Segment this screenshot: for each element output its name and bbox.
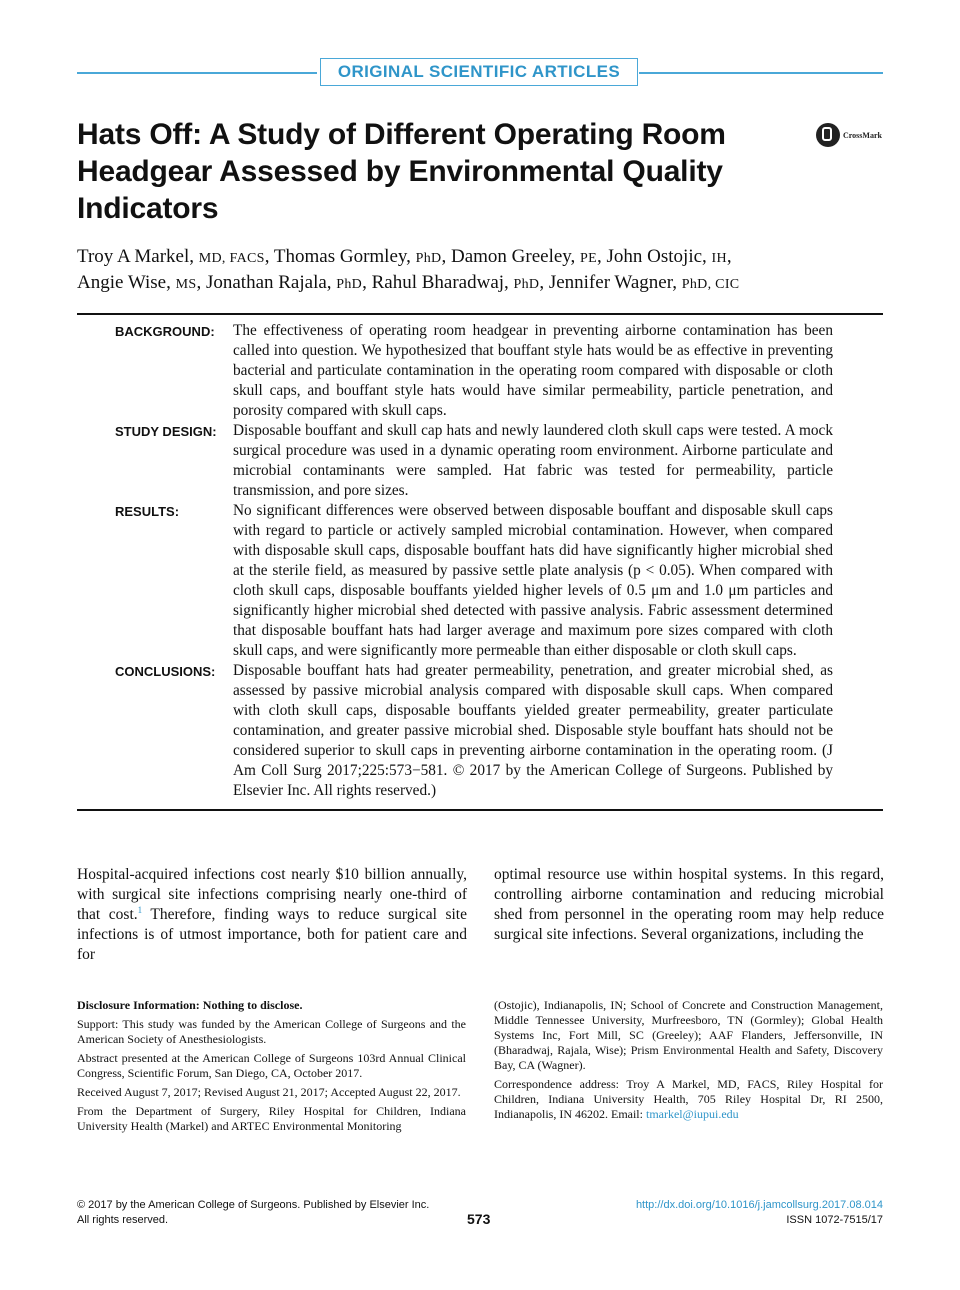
section-label: ORIGINAL SCIENTIFIC ARTICLES: [320, 58, 638, 86]
author-degree: PE: [580, 251, 597, 266]
crossmark-icon: [816, 123, 840, 147]
header-rule-left: [77, 72, 317, 74]
body-column-left: [77, 865, 467, 965]
article-title: Hats Off: A Study of Different Operating Room Headgear Assessed by Environmental Quality Indicators: [77, 118, 726, 225]
author-degree: IH: [711, 251, 727, 266]
author-name: Jonathan Rajala: [205, 272, 327, 293]
author-name: Thomas Gormley: [273, 246, 407, 267]
author-name: Damon Greeley: [450, 246, 571, 267]
abstract-label: RESULTS:: [115, 504, 180, 519]
abstract-section: [77, 321, 883, 421]
abstract-label: STUDY DESIGN:: [115, 424, 217, 439]
author-name: Jennifer Wagner: [548, 272, 673, 293]
author-name: Angie Wise: [77, 272, 167, 293]
body-text: Hospital-acquired infections cost nearly $10 billion annually, with surgical site infections comprising nearly one-third of that cost.: [77, 866, 467, 923]
author-degree: MD, FACS: [198, 251, 265, 266]
author: Jennifer Wagner, PhD, CIC: [548, 272, 740, 293]
page-footer: [77, 1198, 883, 1238]
abstract-label: CONCLUSIONS:: [115, 664, 216, 679]
author-degree: MS: [175, 277, 197, 292]
author-degree: PhD: [513, 277, 540, 292]
support-note: Support: This study was funded by the American College of Surgeons and the American Society of Anesthesiologists.: [77, 1017, 466, 1046]
abstract-section: [77, 661, 883, 801]
author-name: Rahul Bharadwaj: [371, 272, 505, 293]
presentation-note: Abstract presented at the American College of Surgeons 103rd Annual Clinical Congress, Scientific Forum, San Diego, CA, October 2017.: [77, 1051, 466, 1080]
author-degree: PhD: [415, 251, 442, 266]
abstract: [77, 313, 883, 811]
author-degree: PhD, CIC: [681, 277, 740, 292]
author: Troy A Markel, MD, FACS,: [77, 246, 274, 267]
page-number: 573: [467, 1211, 491, 1227]
header-rule-right: [639, 72, 883, 74]
issn: ISSN 1072-7515/17: [786, 1214, 883, 1226]
email-link[interactable]: tmarkel@iupui.edu: [645, 1107, 739, 1121]
doi-link[interactable]: http://dx.doi.org/10.1016/j.jamcollsurg.2017.08.014: [635, 1199, 883, 1211]
dates-note: Received August 7, 2017; Revised August 21, 2017; Accepted August 22, 2017.: [77, 1085, 461, 1099]
affiliation-note-cont: (Ostojic), Indianapolis, IN; School of Concrete and Construction Management, Middle Tennessee University, Murfreesboro, TN (Gormley); Global Health Systems Inc, Fort Mill, SC (Greeley); AAF Flanders, Jeffersonville, IN (Bharadwaj, Rajala, Wise); Prism Environmental Health and Safety, Discovery Bay, CA (Wagner).: [494, 998, 883, 1072]
abstract-section: [77, 421, 883, 501]
reference-link[interactable]: 1: [137, 904, 143, 915]
abstract-section: [77, 501, 883, 661]
abstract-text: No significant differences were observed between disposable bouffant and disposable skull caps with regard to particle or actively sampled microbial contamination. However, when compared with disposable skull caps, disposable bouffant hats did have significantly higher microbial shed at the sterile field, as measured by passive settle plate analysis (p < 0.05). When compared with cloth skull caps, disposable bouffants yielded higher levels of 0.5 μm and 1.0 μm particles and significantly higher microbial shed detected with passive analysis. Fabric assessment determined that disposable bouffant hats had larger average and maximum pore sizes compared with cloth skull caps, and were significantly more permeable than either disposable or cloth skull caps.: [233, 502, 833, 659]
author: Damon Greeley, PE,: [450, 246, 607, 267]
author-degree: PhD: [336, 277, 363, 292]
affiliation-note: From the Department of Surgery, Riley Hospital for Children, Indiana University Health (Markel) and ARTEC Environmental Monitoring: [77, 1104, 466, 1133]
correspondence-note: Correspondence address: Troy A Markel, MD, FACS, Riley Hospital for Children, Indiana University Health, 705 Riley Hospital Dr, RI 2500, Indianapolis, IN 46202. Email: tmarkel@iupui.edu: [494, 1077, 883, 1121]
section-header: [77, 58, 883, 88]
disclosure-note: Disclosure Information: Nothing to disclose.: [77, 998, 303, 1012]
crossmark-badge[interactable]: [816, 121, 896, 149]
abstract-label: BACKGROUND:: [115, 324, 215, 339]
author: Rahul Bharadwaj, PhD,: [371, 272, 549, 293]
body-column-right: optimal resource use within hospital systems. In this regard, controlling airborne contamination and reducing microbial shed from personnel in the operating room may help reduce surgical site infections. Several organizations, including the: [494, 866, 884, 943]
author: Jonathan Rajala, PhD,: [205, 272, 372, 293]
footnotes-left: [77, 998, 466, 1138]
footnotes-right: [494, 998, 883, 1126]
body-text: Therefore, finding ways to reduce surgical site infections is of utmost importance, both for patient care and for: [77, 906, 467, 963]
author-list: [77, 245, 883, 297]
author-name: Troy A Markel: [77, 246, 190, 267]
author: Angie Wise, MS,: [77, 272, 206, 293]
copyright-notice: © 2017 by the American College of Surgeons. Published by Elsevier Inc. All rights reserved.: [77, 1199, 430, 1226]
abstract-text: The effectiveness of operating room headgear in preventing airborne contamination has been called into question. We hypothesized that bouffant style hats would be as effective in preventing bacterial and particulate contamination in the operating room compared with disposable or cloth skull caps, and bouffant style hats would have similar permeability, particle penetration, and porosity compared with skull caps.: [233, 322, 833, 419]
crossmark-label: CrossMark: [843, 130, 882, 140]
author: Thomas Gormley, PhD,: [273, 246, 451, 267]
abstract-text: Disposable bouffant hats had greater permeability, penetration, and greater microbial shed, as assessed by passive microbial analysis compared with disposable skull caps. When compared with cloth skull caps, disposable bouffants yielded greater permeability, greater particulate contamination, and greater passive microbial shed. Disposable style bouffant hats should not be considered superior to skull caps in preventing airborne contamination in the operating room. (J Am Coll Surg 2017;225:573−581. © 2017 by the American College of Surgeons. Published by Elsevier Inc. All rights reserved.): [233, 662, 833, 799]
author: John Ostojic, IH,: [606, 246, 732, 267]
abstract-text: Disposable bouffant and skull cap hats and newly laundered cloth skull caps were tested. A mock surgical procedure was used in a dynamic operating room environment. Airborne particulate and microbial contaminants were sampled. Hat fabric was tested for permeability, particle transmission, and pore sizes.: [233, 422, 833, 499]
author-name: John Ostojic: [606, 246, 703, 267]
